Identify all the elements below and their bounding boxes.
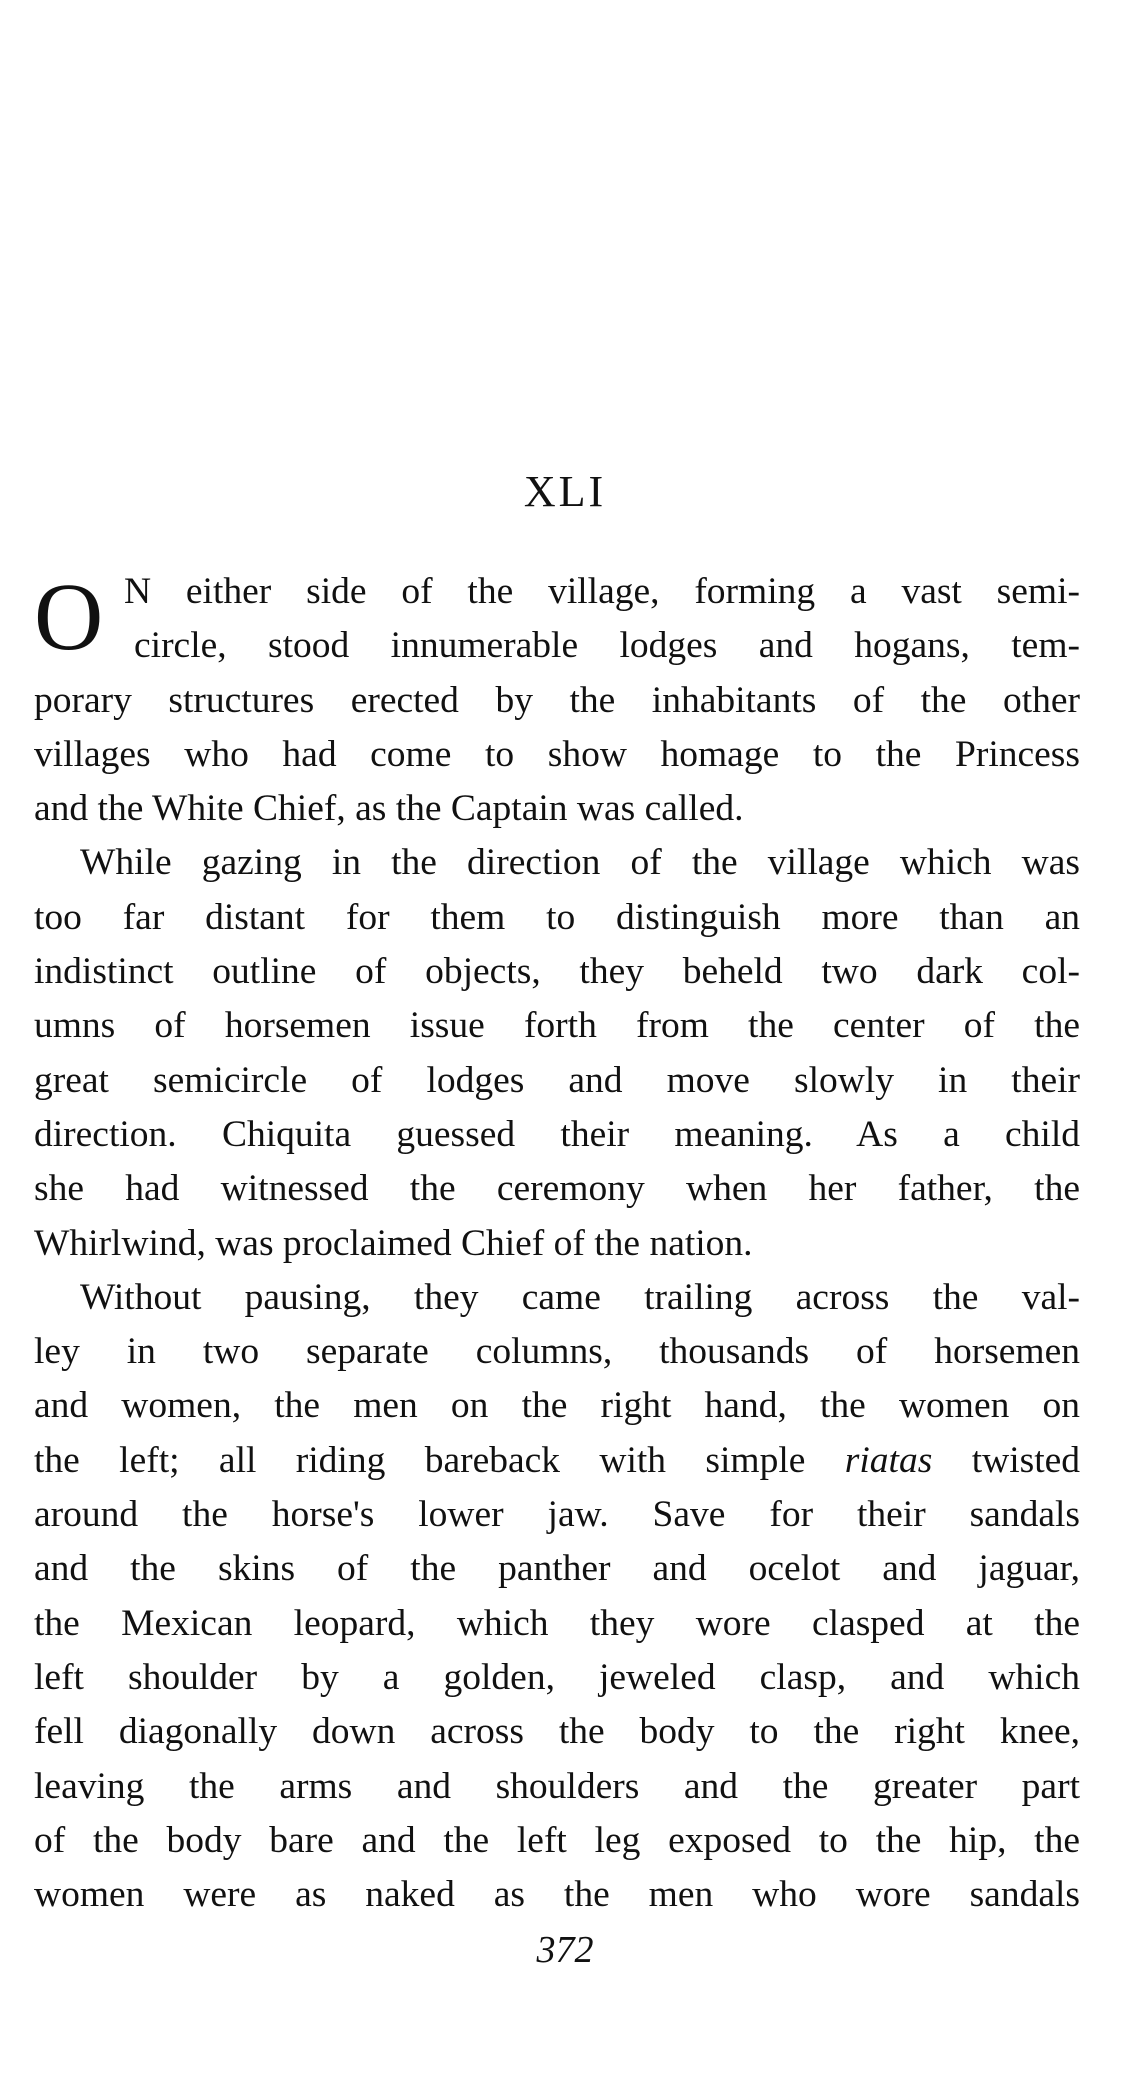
text-fragment: twisted: [971, 1439, 1081, 1481]
chapter-heading: XLI: [523, 467, 607, 516]
text-line: Whirlwind, was proclaimed Chief of the nation.: [34, 1222, 753, 1264]
text-line: leaving the arms and shoulders and the greater part: [34, 1765, 1080, 1807]
text-line: left shoulder by a golden, jeweled clasp, and which: [34, 1656, 1080, 1698]
page-number: 372: [536, 1929, 594, 1971]
text-fragment: the left; all riding bareback with simple: [34, 1439, 806, 1481]
text-line: [34, 1434, 1080, 1488]
text-line: ley in two separate columns, thousands of horsemen: [34, 1331, 1080, 1373]
text-line: Without pausing, they came trailing across the val-: [80, 1276, 1080, 1318]
text-line: great semicircle of lodges and move slowly in their: [34, 1059, 1080, 1101]
text-line: too far distant for them to distinguish more than an: [34, 896, 1080, 938]
body-text: [34, 565, 1080, 1922]
text-line-content: N either side of the village, forming a vast semi-: [124, 571, 1080, 612]
text-line: circle, stood innumerable lodges and hogans, tem-: [134, 625, 1080, 667]
text-line: umns of horsemen issue forth from the center of the: [34, 1005, 1080, 1047]
text-line: porary structures erected by the inhabitants of the other: [34, 679, 1080, 721]
text-line: of the body bare and the left leg exposed to the hip, the: [34, 1819, 1080, 1861]
text-line: While gazing in the direction of the village which was: [80, 842, 1080, 884]
paragraph-2: [34, 836, 1080, 1270]
text-line: and the skins of the panther and ocelot and jaguar,: [34, 1548, 1080, 1590]
text-line: women were as naked as the men who wore sandals: [34, 1874, 1080, 1916]
text-line: the Mexican leopard, which they wore clasped at the: [34, 1602, 1080, 1644]
text-line: around the horse's lower jaw. Save for their sandals: [34, 1494, 1080, 1536]
text-line: villages who had come to show homage to the Princess: [34, 733, 1080, 775]
paragraph-3: [34, 1271, 1080, 1923]
text-line: and the White Chief, as the Captain was called.: [34, 788, 744, 830]
text-line: and women, the men on the right hand, the women on: [34, 1385, 1080, 1427]
text-line: direction. Chiquita guessed their meaning. As a child: [34, 1113, 1080, 1155]
paragraph-1: [34, 565, 1080, 836]
text-line: indistinct outline of objects, they beheld two dark col-: [34, 951, 1080, 993]
text-line: fell diagonally down across the body to the right knee,: [34, 1711, 1080, 1753]
drop-cap: O: [34, 563, 104, 670]
italic-word: riatas: [844, 1439, 933, 1481]
text-line: she had witnessed the ceremony when her father, the: [34, 1168, 1080, 1210]
